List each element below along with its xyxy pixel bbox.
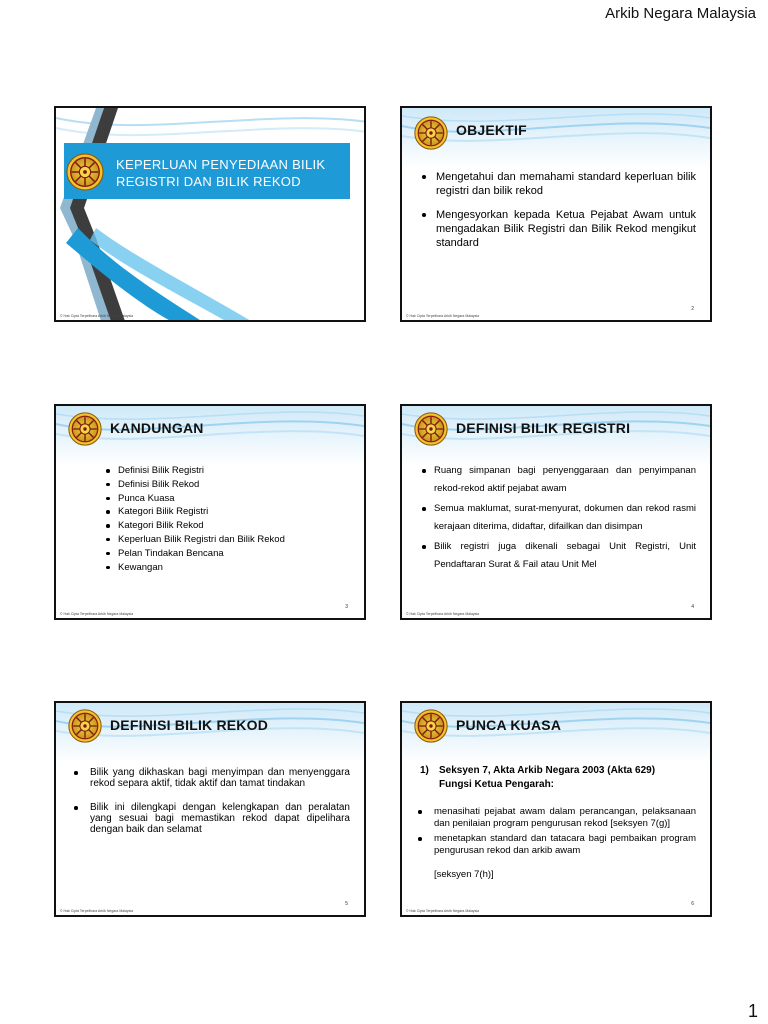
slide-footer: © Hak Cipta Terpelihara Arkib Negara Malaysia: [406, 314, 480, 318]
slide-5: [54, 701, 366, 917]
slide-6: [400, 701, 712, 917]
arkib-negara-seal-icon: [414, 709, 448, 743]
section-heading: [420, 765, 655, 776]
list-item: Mengesyorkan kepada Ketua Pejabat Awam untuk mengadakan Bilik Registri dan Bilik Rekod mengikut standard: [420, 208, 696, 250]
slide-header-wave: [56, 406, 364, 466]
slide-title: PUNCA KUASA: [456, 717, 562, 733]
list-item: Kewangan: [104, 561, 344, 575]
list-item: Ruang simpanan bagi penyenggaraan dan penyimpanan rekod-rekod aktif pejabat awam: [420, 462, 696, 498]
slide-footer: © Hak Cipta Terpelihara Arkib Negara Malaysia: [406, 909, 480, 913]
list-item: Kategori Bilik Registri: [104, 505, 344, 519]
slide-header-wave: [402, 406, 710, 466]
bullet-list: [72, 767, 350, 848]
slide-number: 3: [345, 604, 348, 610]
slide-title: DEFINISI BILIK REKOD: [110, 717, 269, 733]
slide-footer: © Hak Cipta Terpelihara Arkib Negara Malaysia: [60, 314, 134, 318]
arkib-negara-seal-icon: [414, 116, 448, 150]
slide-number: 2: [691, 306, 694, 312]
list-item: Bilik ini dilengkapi dengan kelengkapan dan peralatan yang sesuai bagi memastikan rekod dapat dipelihara dengan baik dan selamat: [72, 802, 350, 835]
slide-header-wave: [56, 703, 364, 763]
bullet-list: [420, 170, 696, 260]
list-item: Kategori Bilik Rekod: [104, 519, 344, 533]
list-item: Semua maklumat, surat-menyurat, dokumen dan rekod rasmi kerajaan diterima, didaftar, difailkan dan disimpan: [420, 500, 696, 536]
bullet-list: [416, 806, 696, 860]
slide-title: KANDUNGAN: [110, 420, 204, 436]
section-number: 1): [420, 765, 429, 776]
slide-footer: © Hak Cipta Terpelihara Arkib Negara Malaysia: [60, 612, 134, 616]
slide-1: [54, 106, 366, 322]
page-number: 1: [747, 1001, 758, 1021]
slide-4: [400, 404, 712, 620]
slide-title: KEPERLUAN PENYEDIAAN BILIK REGISTRI DAN BILIK REKOD: [116, 157, 326, 189]
slide-header-wave: [402, 703, 710, 763]
list-item: Bilik yang dikhaskan bagi menyimpan dan menyenggara rekod separa aktif, tidak aktif dan tamat tindakan: [72, 767, 350, 789]
arkib-negara-seal-icon: [414, 412, 448, 446]
list-item: Bilik registri juga dikenali sebagai Unit Registri, Unit Pendaftaran Surat & Fail atau Unit Mel: [420, 538, 696, 574]
bullet-list: [104, 464, 344, 574]
arkib-negara-seal-icon: [68, 412, 102, 446]
list-item: Definisi Bilik Registri: [104, 464, 344, 478]
section-subheading: Fungsi Ketua Pengarah:: [439, 779, 555, 790]
arkib-negara-seal-icon: [66, 153, 104, 191]
slide-2: [400, 106, 712, 322]
document-header: Arkib Negara Malaysia: [605, 5, 756, 22]
slide-3: [54, 404, 366, 620]
slide-number: 6: [691, 901, 694, 907]
list-item: menasihati pejabat awam dalam perancangan, pelaksanaan dan penilaian program pengurusan rekod [seksyen 7(g)]: [416, 806, 696, 830]
slide-number: 4: [691, 604, 694, 610]
slide-title: DEFINISI BILIK REGISTRI: [456, 420, 631, 436]
list-item: Keperluan Bilik Registri dan Bilik Rekod: [104, 533, 344, 547]
list-item: Pelan Tindakan Bencana: [104, 547, 344, 561]
slide-header-wave: [402, 108, 710, 168]
list-item-tail: [seksyen 7(h)]: [434, 869, 494, 880]
slide-footer: © Hak Cipta Terpelihara Arkib Negara Malaysia: [60, 909, 134, 913]
bullet-list: [420, 462, 696, 576]
list-item: Punca Kuasa: [104, 492, 344, 506]
list-item: Definisi Bilik Rekod: [104, 478, 344, 492]
slide-title: OBJEKTIF: [456, 122, 527, 138]
slide-number: 5: [345, 901, 348, 907]
arkib-negara-seal-icon: [68, 709, 102, 743]
section-heading-line1: Seksyen 7, Akta Arkib Negara 2003 (Akta 629): [439, 765, 656, 776]
list-item: menetapkan standard dan tatacara bagi pembaikan program pengurusan rekod dan arkib awam: [416, 833, 696, 857]
slide-background-shapes: [56, 108, 366, 322]
list-item: Mengetahui dan memahami standard keperluan bilik registri dan bilik rekod: [420, 170, 696, 198]
slide-footer: © Hak Cipta Terpelihara Arkib Negara Malaysia: [406, 612, 480, 616]
